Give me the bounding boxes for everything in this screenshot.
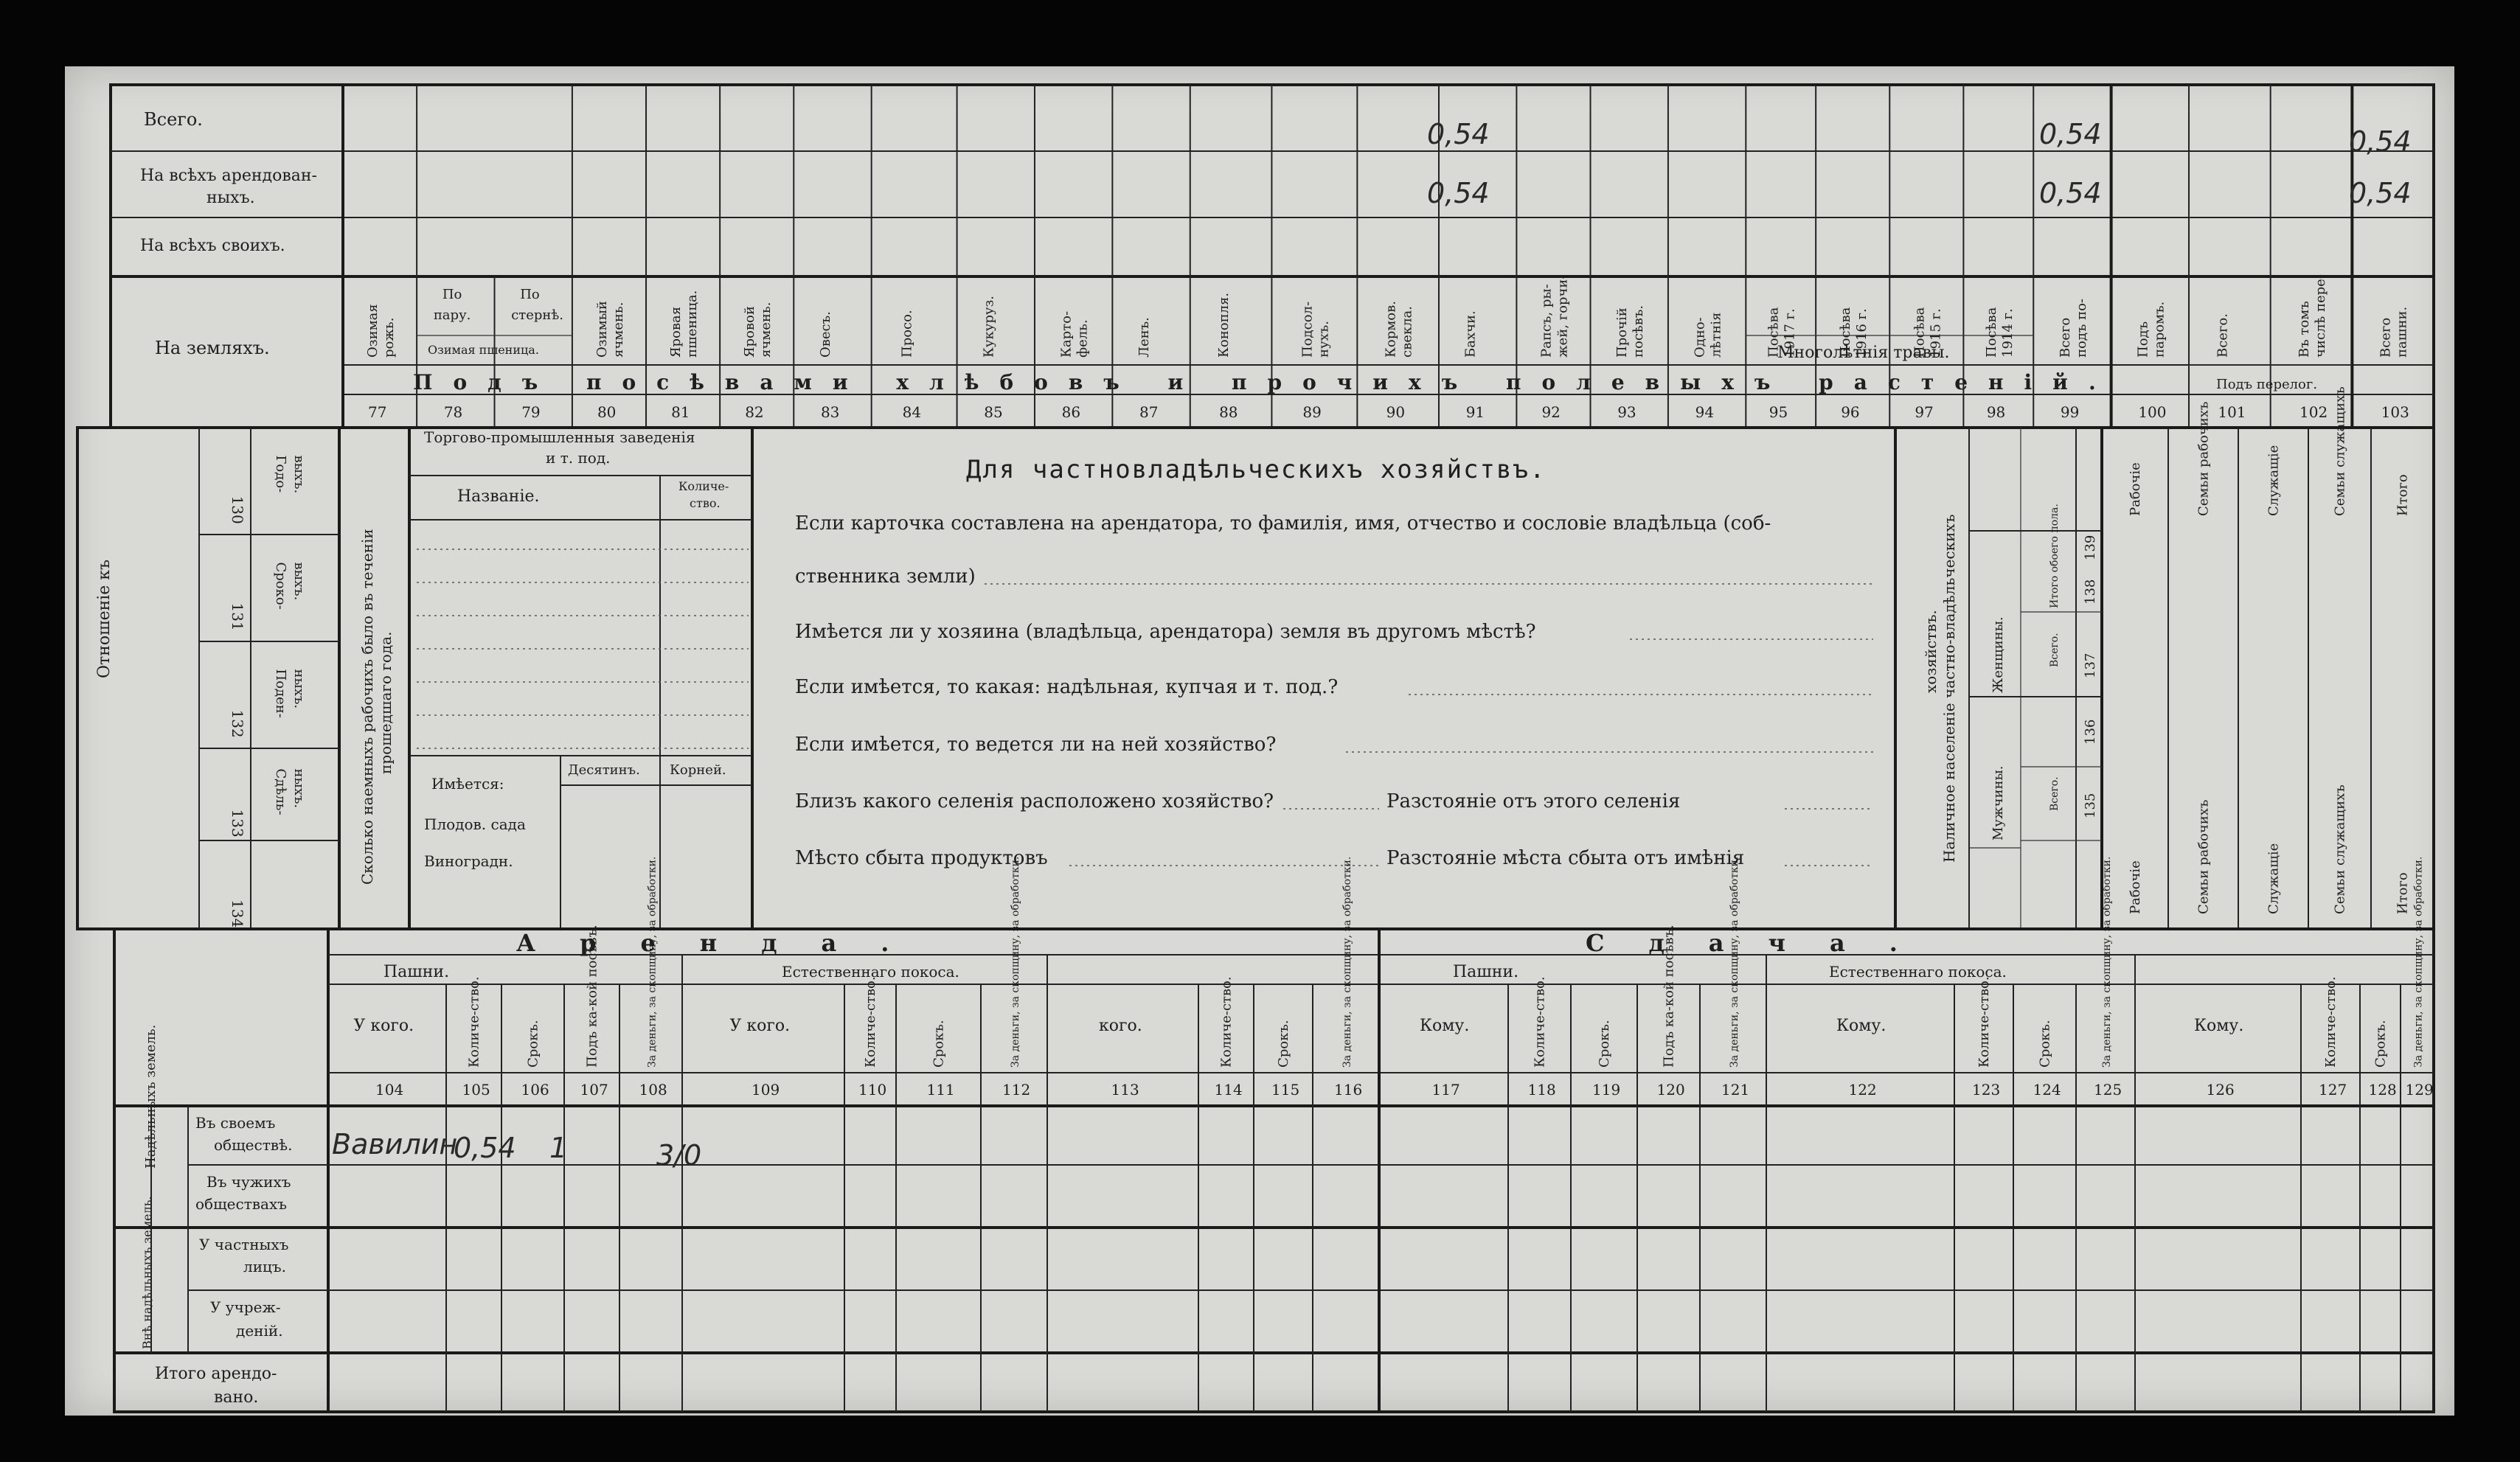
col-number-94: 94 — [1695, 403, 1715, 421]
question-5a: Близъ какого селенія расположено хозяйство? — [795, 790, 1274, 812]
col-number-84: 84 — [902, 403, 922, 421]
otnoshenie-label2-132: ныхъ. — [291, 669, 307, 709]
col-number-83: 83 — [820, 403, 840, 421]
bottom-head-118: Количе-ство. — [1532, 976, 1548, 1068]
question-4: Если имѣется, то ведется ли на ней хозяйство? — [795, 734, 1277, 756]
crop-header-15-line1: Бахчи. — [1462, 310, 1479, 358]
question-1b: ственника земли) — [795, 565, 976, 588]
question-3: Если имѣется, то какая: надѣльная, купчая и т. под.? — [795, 676, 1339, 698]
bottom-num-129: 129 — [2405, 1081, 2434, 1099]
crop-header-6-line1: Яровой — [742, 306, 758, 358]
otnoshenie-num-130: 130 — [229, 495, 246, 524]
otnoshenie-label2-133: ныхъ. — [291, 768, 307, 809]
bottom-num-118: 118 — [1527, 1081, 1556, 1099]
crop-header-3-line2: стернѣ. — [511, 307, 564, 323]
bottom-head-112: За деньги, за скопщину, за обработки. — [1010, 856, 1021, 1068]
otnoshenie-num-131: 131 — [229, 602, 246, 631]
arenda-estestv-label: Естественнаго покоса. — [782, 963, 959, 981]
bottom-head-123: Количе-ство. — [1976, 976, 1992, 1068]
question-1a: Если карточка составлена на арендатора, то фамилія, имя, отчество и сословіе владѣльца (соб- — [795, 512, 1771, 535]
crop-header-18-line1: Одно- — [1692, 317, 1708, 358]
crop-header-21-line2: 1915 г. — [1928, 308, 1944, 358]
bottom-head-127: Количе-ство. — [2323, 976, 2339, 1068]
top-section — [111, 85, 2434, 428]
bottom-num-106: 106 — [521, 1081, 549, 1099]
crop-header-6-line2: ячмень. — [758, 302, 774, 358]
u-uchrezh-label: У учреж- — [210, 1298, 281, 1316]
col-number-78: 78 — [443, 403, 463, 421]
crop-header-4-line2: ячмень. — [610, 302, 626, 358]
bottom-head-108: За деньги, за скопщину, за обработки. — [646, 856, 659, 1068]
col-number-92: 92 — [1541, 403, 1561, 421]
row-label-svoih: На всѣхъ своихъ. — [140, 237, 285, 255]
bottom-num-117: 117 — [1431, 1081, 1460, 1099]
otnoshenie-label-131: Сроко- — [273, 562, 288, 610]
population-title-1: Наличное населеніе частно-владѣльческихъ — [1940, 514, 1958, 863]
crop-header-1-line1: Озимая — [365, 304, 381, 358]
bottom-num-112: 112 — [1002, 1081, 1031, 1099]
col-number-80: 80 — [597, 403, 617, 421]
crop-header-10-line1: Карто- — [1058, 310, 1075, 358]
plodov-label: Плодов. сада — [424, 815, 526, 833]
pop-right-top-4: Семьи служащихъ — [2332, 386, 2348, 516]
col-number-91: 91 — [1465, 403, 1485, 421]
col-number-86: 86 — [1061, 403, 1081, 421]
row-label-vsego: Всего. — [144, 109, 203, 130]
row-label-arend1: На всѣхъ арендован- — [140, 167, 317, 185]
itogo2-label: вано. — [214, 1388, 259, 1407]
crop-header-13-line1: Подсол- — [1299, 301, 1316, 358]
sdacha-pashni-label: Пашни. — [1453, 963, 1519, 981]
crop-header-24-line1: Подъ — [2135, 321, 2151, 358]
crop-header-27-line1: Всего — [2378, 317, 2394, 358]
col-number-95: 95 — [1768, 403, 1788, 421]
crop-header-19-line2: 1917 г. — [1782, 308, 1798, 358]
crop-header-10-line2: фель. — [1075, 319, 1091, 358]
hw-value-2: 0,54 — [1427, 177, 1490, 209]
bottom-head-113: кого. — [1099, 1017, 1142, 1035]
zhenshchiny-label: Женщины. — [1990, 616, 2006, 693]
arenda-title: Аренда. — [516, 929, 934, 957]
pop-right-bottom-1: Рабочіе — [2128, 860, 2143, 914]
hw-value-1: 0,54 — [1427, 118, 1490, 150]
middle-section — [77, 386, 2434, 929]
v-svoem2-label: обществѣ. — [214, 1136, 293, 1154]
pop-num-135: 135 — [2083, 793, 2098, 818]
pop-right-top-3: Служащіе — [2266, 445, 2282, 516]
bottom-head-111: Срокъ. — [931, 1020, 947, 1068]
col-number-82: 82 — [745, 403, 764, 421]
bottom-head-114: Количе-ство. — [1218, 976, 1235, 1068]
pop-num-138: 138 — [2083, 579, 2098, 605]
trade-title-1: Торгово-промышленныя заведенія — [424, 428, 695, 446]
hw-term: 1 — [549, 1132, 568, 1164]
nadelnyh-label: Надѣльныхъ земель. — [143, 1024, 159, 1169]
col-number-97: 97 — [1915, 403, 1934, 421]
trade-qty-col-1: Количе- — [678, 479, 729, 493]
crop-header-25-line1: Всего. — [2215, 313, 2231, 358]
col-number-85: 85 — [984, 403, 1003, 421]
hw-value-5: 0,54 — [2349, 125, 2412, 158]
crop-header-23-line1: Всего — [2057, 317, 2073, 358]
bottom-num-120: 120 — [1656, 1081, 1685, 1099]
crop-header-22-line1: Посѣва — [1983, 307, 1999, 358]
bottom-head-109: У кого. — [729, 1017, 791, 1035]
crop-header-16-line1: Рапсъ, ры- — [1538, 284, 1555, 358]
pop-right-top-2: Семьи рабочихъ — [2196, 401, 2212, 516]
sdacha-estestv-label: Естественнаго покоса. — [1829, 963, 2007, 981]
crop-header-8-line1: Просо. — [899, 310, 915, 358]
pop-num-139: 139 — [2083, 535, 2098, 560]
bottom-head-128: Срокъ. — [2373, 1020, 2389, 1068]
question-5b: Разстояніе отъ этого селенія — [1386, 790, 1681, 812]
pop-right-bottom-4: Семьи служащихъ — [2332, 784, 2348, 914]
imeetsya-label: Имѣется: — [431, 775, 504, 793]
bottom-head-126: Кому. — [2194, 1017, 2244, 1035]
bottom-num-124: 124 — [2033, 1081, 2061, 1099]
bottom-num-111: 111 — [926, 1081, 955, 1099]
pop-right-bottom-2: Семьи рабочихъ — [2196, 799, 2212, 914]
col-number-101: 101 — [2218, 403, 2246, 421]
bottom-section — [114, 857, 2434, 1412]
bottom-num-115: 115 — [1271, 1081, 1300, 1099]
hw-price: 3/0 — [656, 1139, 702, 1172]
crop-header-22-line2: 1914 г. — [1999, 308, 2016, 358]
otnoshenie-num-132: 132 — [229, 709, 246, 738]
bottom-num-116: 116 — [1334, 1081, 1363, 1099]
col-number-79: 79 — [521, 403, 541, 421]
crop-header-26-line2: числѣ пере- — [2313, 274, 2329, 358]
bottom-head-121: За деньги, за скопщину, за обработки. — [1729, 856, 1740, 1068]
col-number-90: 90 — [1386, 403, 1406, 421]
crop-header-23-line2: подъ по- — [2073, 298, 2089, 358]
question-6a: Мѣсто сбыта продуктовъ — [795, 847, 1048, 869]
bottom-head-106: Срокъ. — [525, 1020, 541, 1068]
otnoshenie-label-133: Сдѣль- — [273, 768, 288, 815]
crop-header-21-line1: Посѣва — [1912, 307, 1928, 358]
crop-header-16-line2: жей, горчи- — [1555, 274, 1571, 358]
bottom-num-110: 110 — [858, 1081, 887, 1099]
v-svoem-label: Въ своемъ — [195, 1114, 276, 1132]
question-6b: Разстояніе мѣста сбыта отъ имѣнія — [1386, 847, 1745, 869]
crop-header-18-line2: лѣтнія — [1708, 312, 1724, 358]
col-number-98: 98 — [1986, 403, 2006, 421]
hw-qty: 0,54 — [454, 1132, 516, 1164]
pop-right-bottom-3: Служащіе — [2266, 843, 2282, 914]
col-number-77: 77 — [368, 403, 387, 421]
otnoshenie-num-133: 133 — [229, 809, 246, 838]
crop-header-13-line2: нухъ. — [1316, 321, 1332, 358]
bottom-head-116: За деньги, за скопщину, за обработки. — [1341, 856, 1353, 1068]
u-chastnyh2-label: лицъ. — [243, 1258, 286, 1275]
bottom-head-122: Кому. — [1836, 1017, 1886, 1035]
otnoshenie-label-130: Годо- — [273, 455, 288, 493]
bottom-head-120: Подъ ка-кой посѣвъ. — [1661, 925, 1677, 1068]
bottom-num-125: 125 — [2094, 1081, 2122, 1099]
bottom-num-108: 108 — [639, 1081, 667, 1099]
bottom-head-129: За деньги, за скопщину, за обработки. — [2412, 856, 2425, 1068]
col-number-99: 99 — [2060, 403, 2080, 421]
bottom-head-104: У кого. — [353, 1017, 414, 1035]
population-title-2: хозяйствъ. — [1922, 610, 1940, 693]
question-2: Имѣется ли у хозяина (владѣльца, арендатора) земля въ другомъ мѣстѣ? — [795, 621, 1536, 643]
crop-header-2-line1: По — [442, 287, 462, 302]
perelog-label: Подъ перелог. — [2216, 377, 2318, 392]
otnoshenie-num-134: 134 — [229, 899, 246, 928]
crop-header-26-line1: Въ томъ — [2297, 301, 2313, 358]
pop-right-bottom-5: Итого — [2395, 872, 2411, 914]
ozimaya-pshenica-label: Озимая пшеница. — [428, 343, 539, 357]
trade-name-col: Названіе. — [457, 487, 540, 506]
itogo-oboego-label: Итого обоего пола. — [2049, 504, 2061, 608]
vinogr-label: Виноградн. — [424, 852, 513, 870]
crop-header-5-line2: пшеница. — [684, 290, 701, 358]
col-number-81: 81 — [671, 403, 690, 421]
crop-header-14-line1: Кормов. — [1383, 301, 1399, 358]
row-label-arend2: ныхъ. — [206, 189, 255, 207]
bottom-head-125: За деньги, за скопщину, за обработки. — [2101, 856, 2113, 1068]
pop-right-top-1: Рабочіе — [2128, 462, 2143, 516]
bottom-num-109: 109 — [752, 1081, 780, 1099]
bottom-head-124: Срокъ. — [2037, 1020, 2053, 1068]
crop-header-20-line1: Посѣва — [1838, 307, 1854, 358]
pop-right-top-5: Итого — [2395, 474, 2411, 516]
hw-value-6: 0,54 — [2349, 177, 2412, 209]
mnogoletnie-label: Многолѣтнія травы. — [1777, 344, 1950, 362]
hw-name: Вавилин — [332, 1128, 458, 1160]
muzhchiny-label: Мужчины. — [1990, 765, 2006, 840]
u-chastnyh-label: У частныхъ — [199, 1236, 289, 1253]
bottom-num-123: 123 — [1972, 1081, 2001, 1099]
v-chuzhih2-label: обществахъ — [195, 1195, 287, 1213]
bottom-head-115: Срокъ. — [1276, 1020, 1291, 1068]
bottom-num-105: 105 — [462, 1081, 490, 1099]
bottom-num-104: 104 — [375, 1081, 404, 1099]
crop-header-27-line2: пашни. — [2394, 306, 2410, 358]
crop-header-5-line1: Яровая — [668, 306, 684, 358]
bottom-num-119: 119 — [1592, 1081, 1621, 1099]
col-number-96: 96 — [1841, 403, 1860, 421]
otnoshenie-label2-131: выхъ. — [291, 562, 307, 601]
bottom-num-107: 107 — [580, 1081, 608, 1099]
crop-header-20-line2: 1916 г. — [1854, 308, 1870, 358]
bottom-head-119: Срокъ. — [1597, 1020, 1612, 1068]
bottom-head-107: Подъ ка-кой посѣвъ. — [584, 925, 600, 1068]
crop-header-17-line2: посѣвъ. — [1631, 304, 1647, 358]
col-number-103: 103 — [2381, 403, 2409, 421]
pop-num-136: 136 — [2083, 719, 2098, 745]
vsego-m-label: Всего. — [2049, 776, 2061, 811]
band-title: Подъ посѣвами хлѣбовъ и прочихъ полевыхъ растеній. — [413, 370, 2117, 394]
crop-header-11-line1: Ленъ. — [1136, 317, 1153, 358]
bottom-num-128: 128 — [2368, 1081, 2397, 1099]
col-number-89: 89 — [1302, 403, 1322, 421]
crop-header-14-line2: свекла. — [1399, 305, 1415, 358]
crop-header-7-line1: Овесъ. — [817, 311, 833, 358]
crop-header-9-line1: Кукуруз. — [981, 295, 997, 358]
crop-header-4-line1: Озимый — [594, 301, 610, 358]
private-farms-title: Для частновладѣльческихъ хозяйствъ. — [966, 455, 1547, 484]
arenda-pashni-label: Пашни. — [383, 963, 450, 981]
trade-title-2: и т. под. — [546, 449, 611, 467]
bottom-head-110: Количе-ство. — [863, 976, 878, 1068]
hw-value-4: 0,54 — [2039, 177, 2102, 209]
crop-header-3-line1: По — [520, 287, 540, 302]
vne-label: Внѣ надѣльныхъ земель. — [140, 1196, 154, 1349]
col-number-93: 93 — [1617, 403, 1636, 421]
pop-num-137: 137 — [2083, 652, 2098, 678]
col-number-100: 100 — [2138, 403, 2167, 421]
u-uchrezh2-label: деній. — [236, 1322, 283, 1340]
bottom-num-126: 126 — [2206, 1081, 2235, 1099]
bottom-num-122: 122 — [1848, 1081, 1877, 1099]
crop-header-24-line2: паромъ. — [2151, 301, 2167, 358]
otnoshenie-label2-130: выхъ. — [291, 455, 307, 494]
otnoshenie-label: Отношеніе къ — [95, 559, 114, 678]
bottom-head-117: Кому. — [1420, 1017, 1470, 1035]
col-number-87: 87 — [1139, 403, 1159, 421]
bottom-num-114: 114 — [1214, 1081, 1243, 1099]
bottom-num-127: 127 — [2319, 1081, 2347, 1099]
vsego-z-label: Всего. — [2049, 633, 2061, 667]
bottom-head-105: Количе-ство. — [466, 976, 482, 1068]
desyatin-label: Десятинъ. — [568, 762, 640, 778]
bottom-num-121: 121 — [1721, 1081, 1750, 1099]
row-label-zemlyah: На земляхъ. — [155, 338, 270, 358]
crop-header-1-line2: рожь. — [381, 317, 398, 358]
crop-header-2-line2: пару. — [433, 307, 471, 323]
v-chuzhih-label: Въ чужихъ — [206, 1173, 291, 1191]
col-number-102: 102 — [2299, 403, 2328, 421]
bottom-num-113: 113 — [1111, 1081, 1139, 1099]
sdacha-title: Сдача. — [1586, 929, 1942, 957]
hw-value-3: 0,54 — [2039, 118, 2102, 150]
col-number-88: 88 — [1219, 403, 1238, 421]
itogo-label: Итого арендо- — [155, 1365, 277, 1383]
otnoshenie-label-132: Поден- — [273, 669, 288, 718]
skolko-label: Сколько наемныхъ рабочихъ было въ теченіи — [358, 529, 376, 885]
crop-header-17-line1: Прочій — [1614, 307, 1631, 358]
skolko2-label: прошедшаго года. — [377, 631, 395, 774]
korney-label: Корней. — [670, 762, 726, 778]
trade-qty-col-2: ство. — [690, 496, 721, 510]
crop-header-19-line1: Посѣва — [1766, 307, 1782, 358]
crop-header-12-line1: Конопля. — [1216, 292, 1232, 358]
